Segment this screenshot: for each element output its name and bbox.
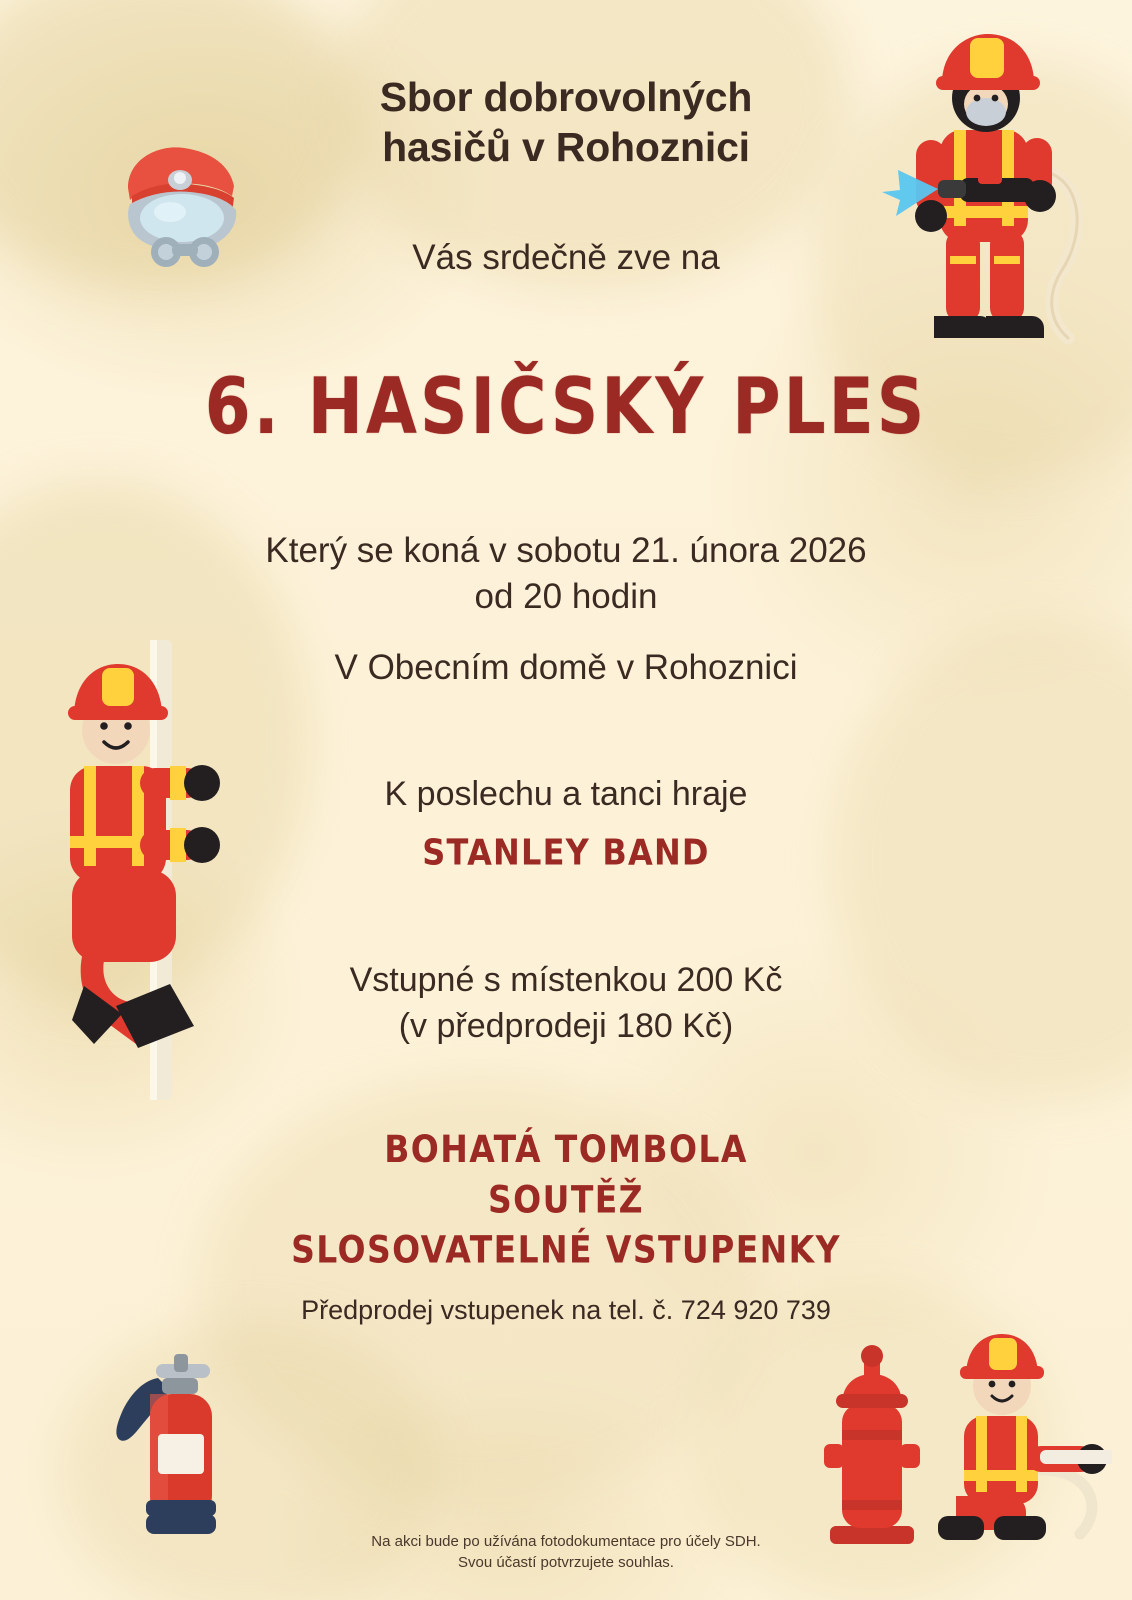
event-date: Který se koná v sobotu 21. února 2026 (265, 531, 867, 570)
disclaimer-line-2: Svou účastí potvrzujete souhlas. (458, 1554, 674, 1572)
event-datetime (0, 528, 1132, 620)
disclaimer-line-1: Na akci bude po užívána fotodokumentace pro účely SDH. (371, 1532, 761, 1550)
price-presale: (v předprodeji 180 Kč) (398, 1006, 734, 1045)
event-venue: V Obecním domě v Rohoznici (334, 648, 798, 687)
event-highlights (0, 1125, 1132, 1276)
presale-phone-info: Předprodej vstupenek na tel. č. 724 920 739 (301, 1295, 831, 1325)
organization-line-1: Sbor dobrovolných (379, 74, 753, 120)
photo-disclaimer (0, 1531, 1132, 1575)
music-lead-text: K poslechu a tanci hraje (384, 775, 748, 813)
organization-name (0, 72, 1132, 172)
highlight-contest: SOUTĚŽ (488, 1177, 644, 1222)
page-title: 6. HASIČSKÝ PLES (204, 361, 928, 452)
highlight-raffle-tickets: SLOSOVATELNÉ VSTUPENKY (291, 1227, 841, 1272)
organization-line-2: hasičů v Rohoznici (382, 124, 750, 171)
event-time: od 20 hodin (474, 577, 658, 617)
highlight-tombola: BOHATÁ TOMBOLA (384, 1127, 748, 1171)
ticket-price (0, 958, 1132, 1050)
band-name: STANLEY BAND (422, 830, 710, 874)
invitation-text: Vás srdečně zve na (412, 238, 720, 277)
price-regular: Vstupné s místenkou 200 Kč (349, 961, 783, 999)
